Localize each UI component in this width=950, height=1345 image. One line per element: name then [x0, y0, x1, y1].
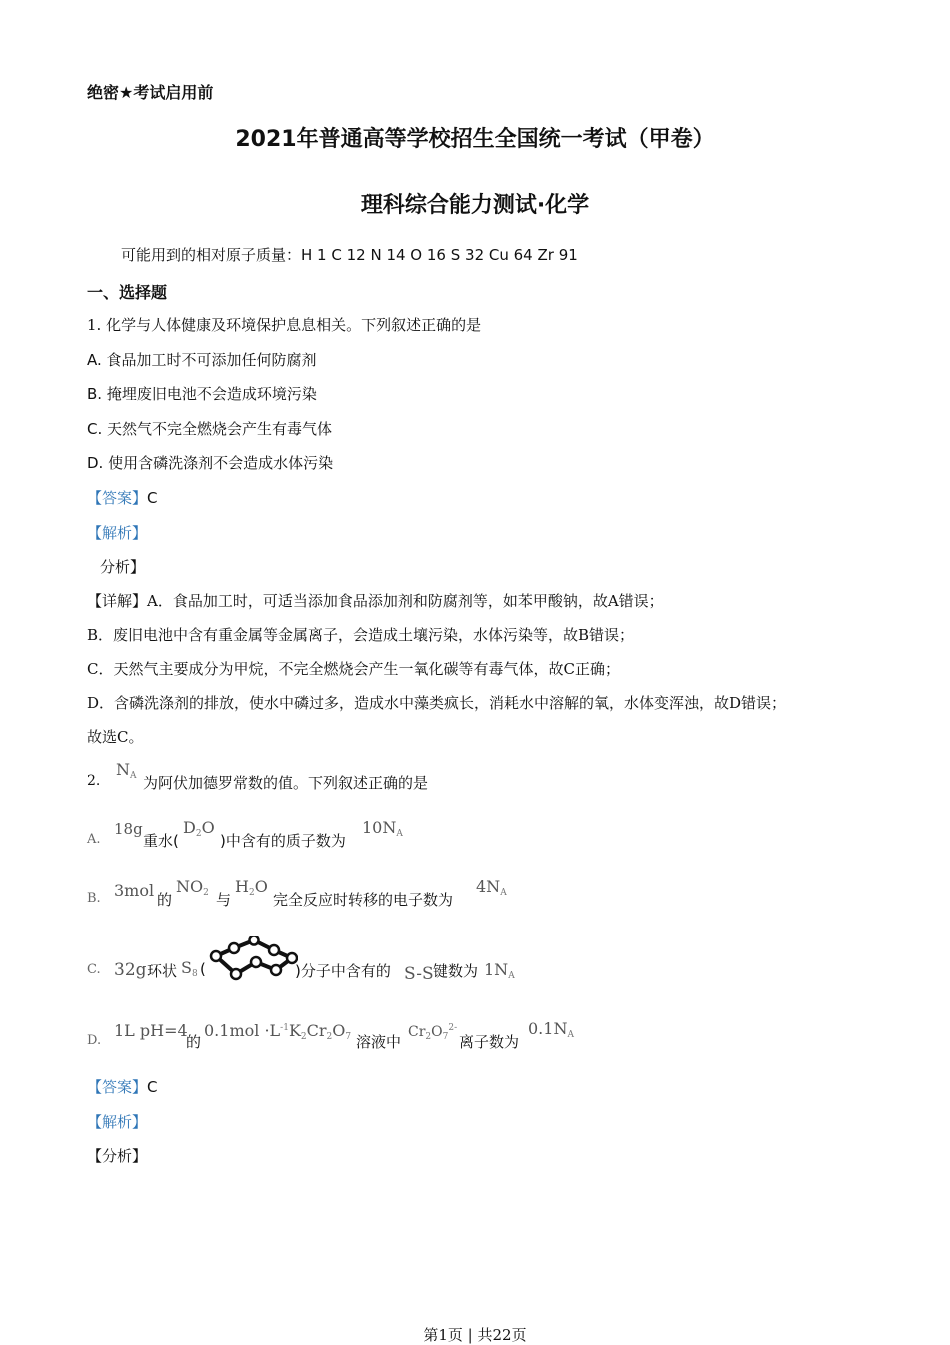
q2-option-d-label: D.: [87, 1033, 102, 1048]
exam-title: 2021年普通高等学校招生全国统一考试（甲卷）: [235, 127, 715, 152]
q1-detail-3: C．天然气主要成分为甲烷，不完全燃烧会产生一氧化碳等有毒气体，故C正确；: [87, 660, 620, 678]
q1-detail-label: 【详解】: [87, 592, 148, 610]
q2-number: 2.: [87, 773, 101, 789]
q2-stem: 为阿伏加德罗常数的值。下列叙述正确的是: [143, 774, 429, 792]
q1-analysis-label: 【解析】: [87, 524, 148, 542]
q2-c-bond: S-S: [404, 964, 434, 984]
q1-detail-4: D．含磷洗涤剂的排放，使水中磷过多，造成水中藻类疯长，消耗水中溶解的氧，水体变浑浊，故D错误；: [87, 694, 787, 712]
q2-c-mass: 32g: [114, 960, 147, 980]
q2-b-no2: $NO_2$: [176, 877, 209, 898]
q1-option-d: D. 使用含磷洗涤剂不会造成水体污染: [87, 454, 334, 472]
q1-fenxi: 分析】: [100, 558, 146, 576]
q2-a-mass: 18g: [114, 820, 143, 838]
secret-label: 绝密★考试启用前: [87, 83, 214, 102]
q2-d-solution: 1L pH=4: [114, 1021, 188, 1040]
q2-d-text1: 的: [186, 1033, 202, 1051]
q2-answer: [87, 1076, 158, 1097]
q2-a-value: $10N_A$: [362, 818, 403, 839]
q2-a-text1: 重水(: [143, 832, 179, 850]
q2-d-text2: 溶液中: [356, 1033, 402, 1051]
q1-detail-text-1: A．食品加工时，可适当添加食品添加剂和防腐剂等，如苯甲酸钠，故A错误；: [147, 592, 664, 610]
q2-c-text1: 环状: [147, 962, 178, 980]
q2-b-h2o: $H_2O$: [235, 877, 268, 898]
q1-detail-1: [87, 590, 664, 611]
q1-option-b: B. 掩埋废旧电池不会造成环境污染: [87, 385, 317, 403]
q1-detail-5: 故选C。: [87, 728, 144, 746]
q1-stem: 1. 化学与人体健康及环境保护息息相关。下列叙述正确的是: [87, 316, 482, 334]
q2-b-text2: 与: [216, 891, 232, 909]
q1-answer: [87, 487, 158, 508]
q2-answer-value: C: [147, 1078, 158, 1096]
q2-b-value: $4N_A$: [476, 877, 507, 898]
q2-na-symbol: $N_A$: [116, 760, 137, 781]
exam-subtitle: 理科综合能力测试·化学: [360, 193, 590, 218]
q2-c-s8: $S_8$: [181, 958, 198, 979]
q2-d-ion: $Cr_2O_7^{2-}$: [408, 1023, 458, 1042]
q2-d-value: $0.1N_A$: [528, 1019, 574, 1040]
q2-c-value: $1N_A$: [484, 960, 515, 981]
atomic-masses: 可能用到的相对原子质量：H 1 C 12 N 14 O 16 S 32 Cu 64 Zr 91: [121, 246, 578, 264]
q1-option-a: A. 食品加工时不可添加任何防腐剂: [87, 351, 317, 369]
q2-option-c-label: C.: [87, 962, 101, 977]
q1-answer-value: C: [147, 489, 158, 507]
q2-analysis-label: 【解析】: [87, 1113, 148, 1131]
q2-a-text2: )中含有的质子数为: [220, 832, 346, 850]
q2-option-b-label: B.: [87, 891, 101, 906]
q1-answer-label: 【答案】: [87, 489, 148, 507]
s8-ring-molecule-icon: [206, 936, 298, 988]
section-heading: 一、选择题: [87, 283, 168, 302]
q2-b-text1: 的: [157, 891, 173, 909]
q1-option-c: C. 天然气不完全燃烧会产生有毒气体: [87, 420, 333, 438]
q2-a-d2o: $D_2O$: [183, 818, 215, 839]
q2-d-concentration: $0.1mol \cdot L^{-1}K_2Cr_2O_7$: [204, 1021, 352, 1042]
q2-c-text2: (: [200, 960, 206, 978]
q1-detail-2: B．废旧电池中含有重金属等金属离子，会造成土壤污染，水体污染等，故B错误；: [87, 626, 635, 644]
q2-b-text3: 完全反应时转移的电子数为: [273, 891, 454, 909]
q2-c-text4: 键数为: [433, 962, 479, 980]
q2-option-a-label: A.: [87, 832, 101, 847]
q2-d-text3: 离子数为: [459, 1033, 520, 1051]
q2-c-text3: )分子中含有的: [295, 962, 391, 980]
q2-b-amount: 3mol: [114, 881, 155, 900]
page-footer: 第1页 | 共22页: [423, 1326, 527, 1344]
q2-fenxi-label: 【分析】: [87, 1147, 148, 1165]
q2-answer-label: 【答案】: [87, 1078, 148, 1096]
